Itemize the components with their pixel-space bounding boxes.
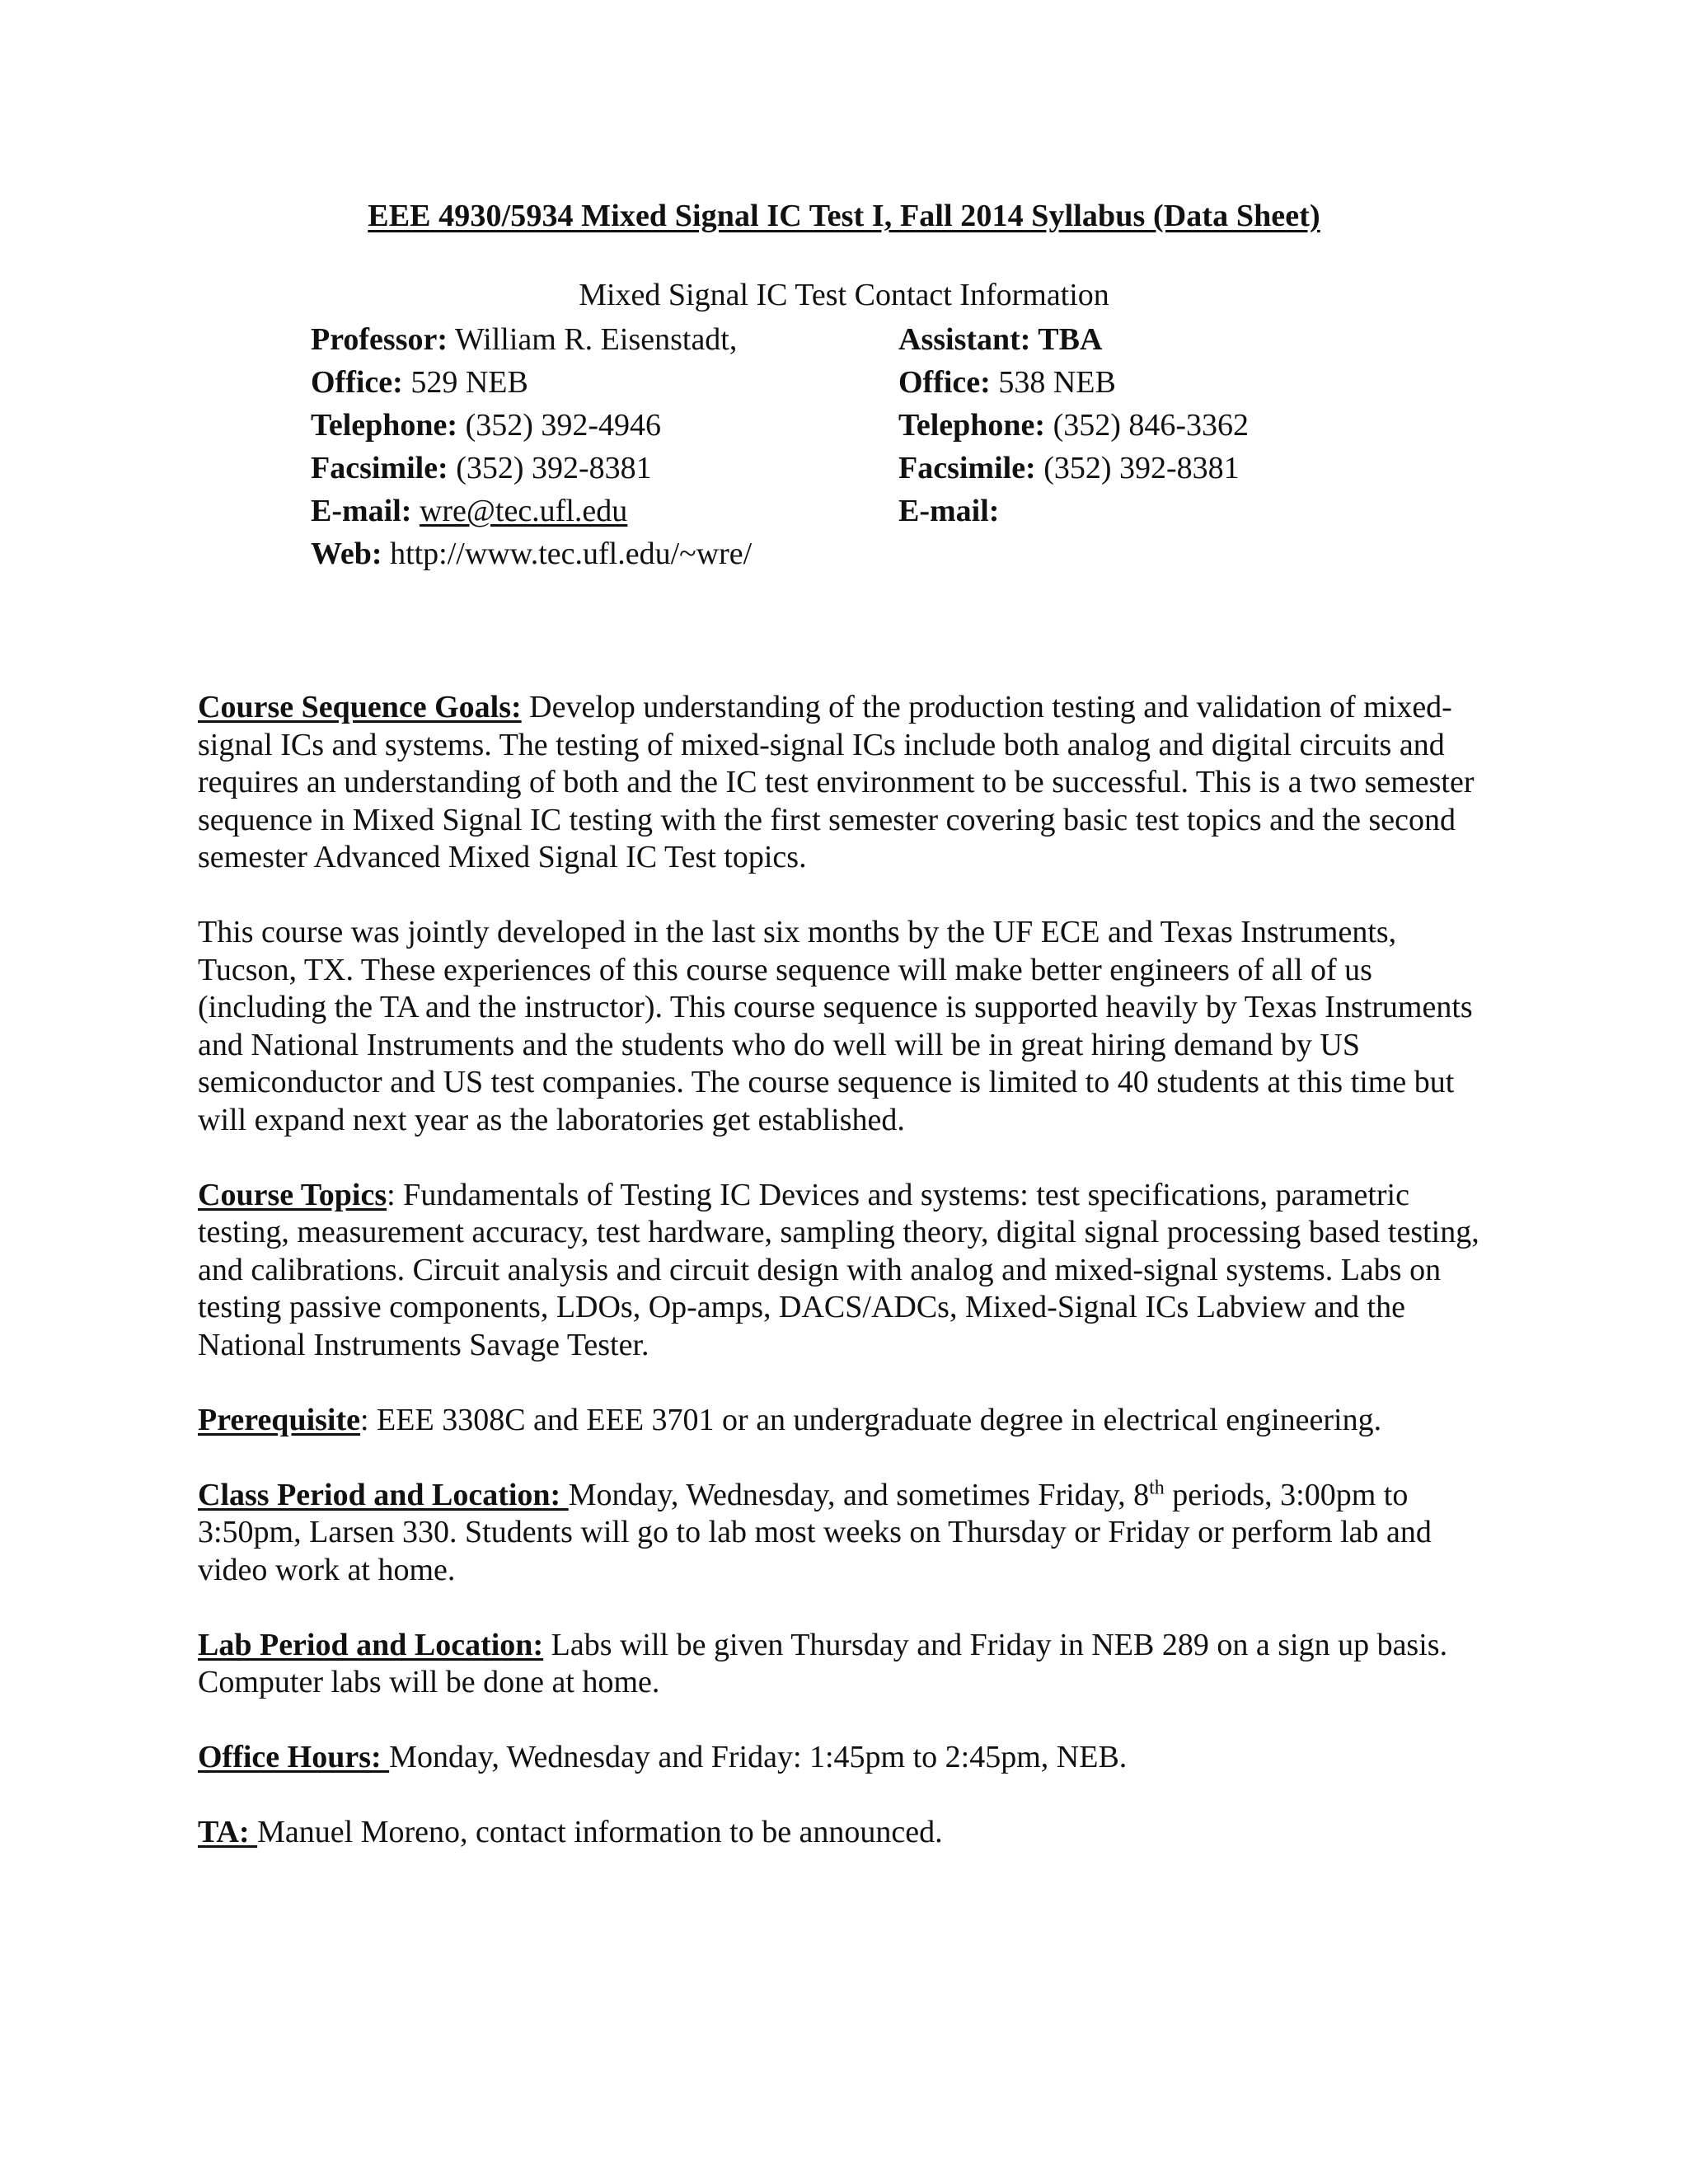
assistant-telephone-label: Telephone: xyxy=(898,408,1046,443)
professor-label: Professor: xyxy=(311,322,448,357)
course-topics-paragraph xyxy=(198,1177,1492,1365)
ta-label: TA: xyxy=(198,1815,258,1849)
professor-office-label: Office: xyxy=(311,365,403,400)
assistant-contact-block xyxy=(898,318,1249,532)
professor-name-row xyxy=(311,318,752,361)
assistant-facsimile-label: Facsimile: xyxy=(898,451,1036,485)
assistant-telephone: (352) 846-3362 xyxy=(1045,408,1250,443)
lab-period-text: Labs will be given Thursday and Friday in NEB 289 on a sign up basis. Computer labs will be done at home. xyxy=(198,1627,1448,1699)
professor-facsimile-label: Facsimile: xyxy=(311,451,448,485)
lab-period-paragraph xyxy=(198,1627,1492,1702)
prerequisite-label: Prerequisite xyxy=(198,1402,360,1437)
professor-facsimile: (352) 392-8381 xyxy=(448,451,652,485)
lab-period-label: Lab Period and Location: xyxy=(198,1627,544,1662)
class-period-ordinal: th xyxy=(1149,1476,1165,1498)
assistant-office-row xyxy=(898,361,1249,404)
professor-web-label: Web: xyxy=(311,537,382,571)
assistant-telephone-row xyxy=(898,404,1249,447)
contact-heading: Mixed Signal IC Test Contact Information xyxy=(579,278,1109,312)
assistant-name-row xyxy=(898,318,1249,361)
course-goals-paragraph xyxy=(198,689,1492,877)
assistant-label: Assistant: TBA xyxy=(898,322,1103,357)
assistant-facsimile: (352) 392-8381 xyxy=(1035,451,1240,485)
class-period-paragraph xyxy=(198,1477,1492,1590)
professor-telephone: (352) 392-4946 xyxy=(457,408,662,443)
class-period-text-after: periods, 3:00pm to 3:50pm, Larsen 330. Students will go to lab most weeks on Thursday or Friday or perform lab and video work at home. xyxy=(198,1477,1432,1587)
professor-telephone-label: Telephone: xyxy=(311,408,458,443)
class-period-label: Class Period and Location: xyxy=(198,1477,569,1512)
professor-name: William R. Eisenstadt, xyxy=(448,322,738,357)
office-hours-paragraph xyxy=(198,1739,1492,1777)
course-goals-text: Develop understanding of the production testing and validation of mixed-signal ICs and systems. The testing of mixed-signal ICs include both analog and digital circuits and requires an understanding of both and the IC test environment to be successful. This is a two semester sequence in Mixed Signal IC testing with the first semester covering basic test topics and the second semester Advanced Mixed Signal IC Test topics. xyxy=(198,690,1475,874)
office-hours-label: Office Hours: xyxy=(198,1740,390,1774)
assistant-office-label: Office: xyxy=(898,365,991,400)
course-development-paragraph xyxy=(198,914,1492,1139)
course-development-text: This course was jointly developed in the last six months by the UF ECE and Texas Instruments, Tucson, TX. These experiences of this course sequence will make better engineers of all of us (including the TA and the instructor). This course sequence is supported heavily by Texas Instruments and National Instruments and the students who do well will be in great hiring demand by US semiconductor and US test companies. The course sequence is limited to 40 students at this time but will expand next year as the laboratories get established. xyxy=(198,915,1473,1137)
professor-office-row xyxy=(311,361,752,404)
professor-contact-block xyxy=(311,318,752,575)
professor-email-label: E-mail: xyxy=(311,494,412,528)
professor-email-row xyxy=(311,490,752,532)
course-topics-text: : Fundamentals of Testing IC Devices and systems: test specifications, parametric testing, measurement accuracy, test hardware, sampling theory, digital signal processing based testing, and calibrations. Circuit analysis and circuit design with analog and mixed-signal systems. Labs on testing passive components, LDOs, Op-amps, DACS/ADCs, Mixed-Signal ICs Labview and the National Instruments Savage Tester. xyxy=(198,1177,1479,1362)
assistant-email-label: E-mail: xyxy=(898,494,1000,528)
assistant-office: 538 NEB xyxy=(990,365,1116,400)
ta-paragraph xyxy=(198,1814,1492,1852)
office-hours-text: Monday, Wednesday and Friday: 1:45pm to 2:45pm, NEB. xyxy=(389,1740,1128,1774)
course-goals-label: Course Sequence Goals: xyxy=(198,690,522,724)
syllabus-body xyxy=(198,689,1492,1889)
assistant-facsimile-row xyxy=(898,447,1249,490)
professor-web-row xyxy=(311,532,752,575)
professor-facsimile-row xyxy=(311,447,752,490)
professor-telephone-row xyxy=(311,404,752,447)
document-title: EEE 4930/5934 Mixed Signal IC Test I, Fall 2014 Syllabus (Data Sheet) xyxy=(368,199,1320,233)
class-period-text-before: Monday, Wednesday, and sometimes Friday, 8 xyxy=(568,1477,1150,1512)
ta-text: Manuel Moreno, contact information to be announced. xyxy=(257,1815,943,1849)
professor-office: 529 NEB xyxy=(402,365,528,400)
assistant-email-row xyxy=(898,490,1249,532)
course-topics-label: Course Topics xyxy=(198,1177,387,1212)
prerequisite-paragraph xyxy=(198,1402,1492,1440)
prerequisite-text: : EEE 3308C and EEE 3701 or an undergraduate degree in electrical engineering. xyxy=(360,1402,1382,1437)
professor-web: http://www.tec.ufl.edu/~wre/ xyxy=(382,537,753,571)
professor-email-link[interactable]: wre@tec.ufl.edu xyxy=(419,494,628,528)
